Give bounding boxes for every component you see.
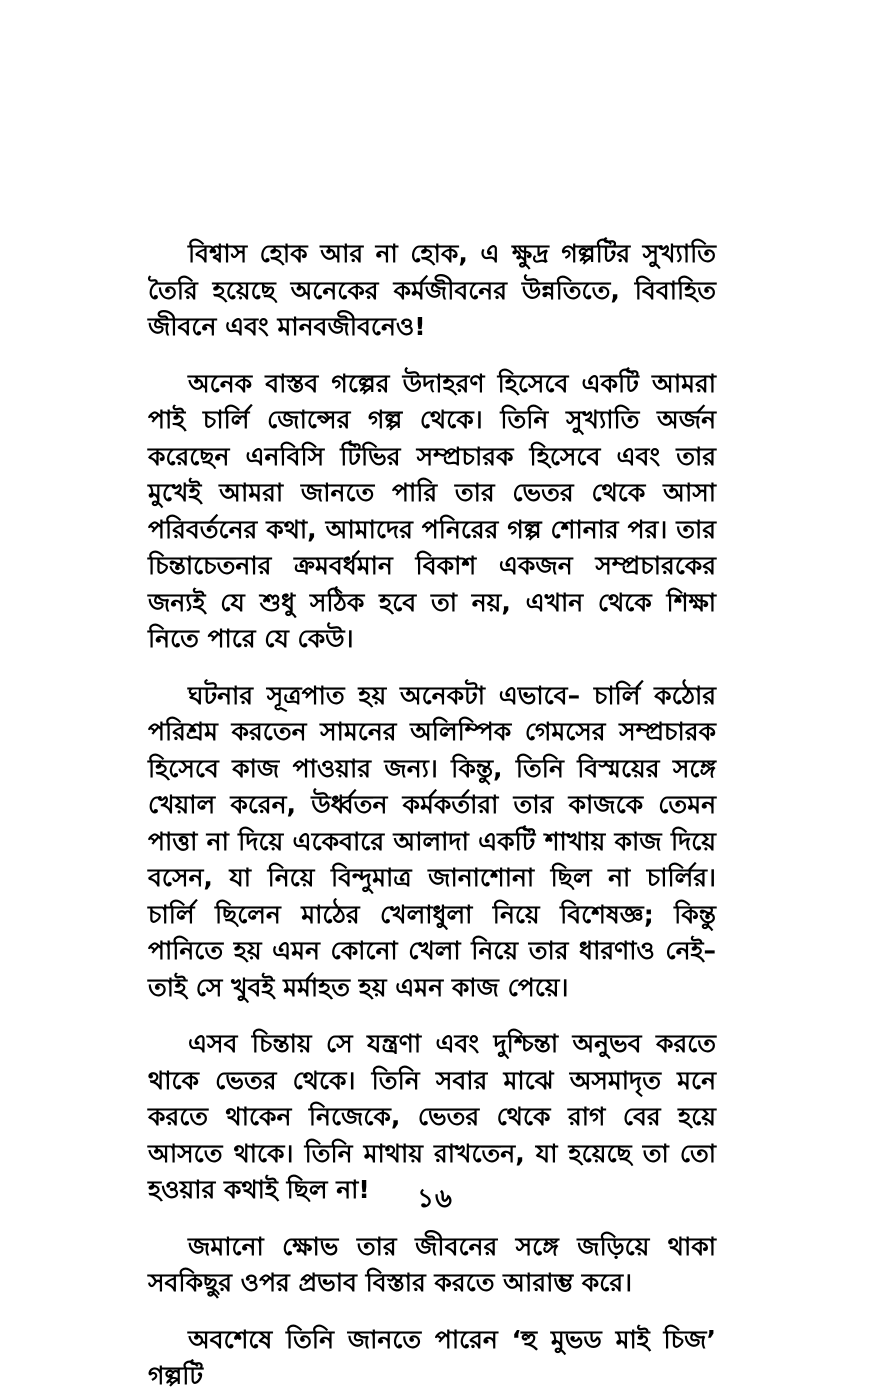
page-number: ১৬ — [417, 1184, 453, 1214]
paragraph: অনেক বাস্তব গল্পের উদাহরণ হিসেবে একটি আমরা পাই চার্লি জোন্সের গল্প থেকে। তিনি সুখ্যাতি অর্জন করেছেন এনবিসি টিভির সম্প্রচারক হিসেবে এবং তার মুখেই আমরা জানতে পারি তার ভেতর থেকে আসা পরিবর্তনের কথা, আমাদের পনিরের গল্প শোনার পর। তার চিন্তাচেতনার ক্রমবর্ধমান বিকাশ একজন সম্প্রচারকের জন্যই যে শুধু সঠিক হবে তা নয়, এখান থেকে শিক্ষা নিতে পারে যে কেউ। — [148, 368, 716, 653]
paragraph: ঘটনার সূত্রপাত হয় অনেকটা এভাবে– চার্লি কঠোর পরিশ্রম করতেন সামনের অলিম্পিক গেমসের সম্প্রচারক হিসেবে কাজ পাওয়ার জন্য। কিন্তু, তিনি বিস্ময়ের সঙ্গে খেয়াল করেন, উর্ধ্বতন কর্মকর্তারা তার কাজকে তেমন পাত্তা না দিয়ে একেবারে আলাদা একটি শাখায় কাজ দিয়ে বসেন, যা নিয়ে বিন্দুমাত্র জানাশোনা ছিল না চার্লির। চার্লি ছিলেন মাঠের খেলাধুলা নিয়ে বিশেষজ্ঞ; কিন্তু পানিতে হয় এমন কোনো খেলা নিয়ে তার ধারণাও নেই– তাই সে খুবই মর্মাহত হয় এমন কাজ পেয়ে। — [148, 680, 716, 1002]
paragraph: জমানো ক্ষোভ তার জীবনের সঙ্গে জড়িয়ে থাকা সবকিছুর ওপর প্রভাব বিস্তার করতে আরাম্ভ করে। — [148, 1231, 716, 1297]
paragraph: এসব চিন্তায় সে যন্ত্রণা এবং দুশ্চিন্তা অনুভব করতে থাকে ভেতর থেকে। তিনি সবার মাঝে অসমাদৃত মনে করতে থাকেন নিজেকে, ভেতর থেকে রাগ বের হয়ে আসতে থাকে। তিনি মাথায় রাখতেন, যা হয়েছে তা তো হওয়ার কথাই ছিল না! — [148, 1029, 716, 1204]
paragraph: অবশেষে তিনি জানতে পারেন ‘হু মুভড মাই চিজ’ গল্পটি — [148, 1324, 716, 1390]
paragraph: বিশ্বাস হোক আর না হোক, এ ক্ষুদ্র গল্পটির সুখ্যাতি তৈরি হয়েছে অনেকের কর্মজীবনের উন্নতিতে, বিবাহিত জীবনে এবং মানবজীবনেও! — [148, 239, 716, 341]
